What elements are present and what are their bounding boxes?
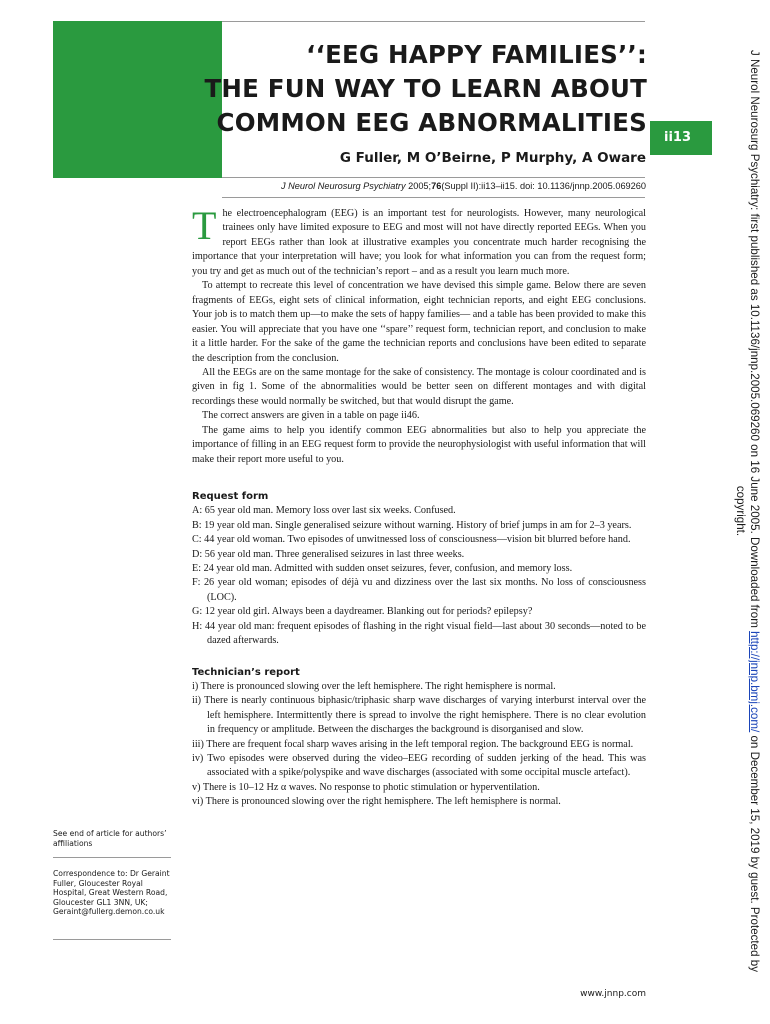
sidebar-rule — [53, 857, 171, 858]
list-item: E: 24 year old man. Admitted with sudden onset seizures, fever, confusion, and memory loss. — [192, 562, 573, 574]
list-item: B: 19 year old man. Single generalised seizure without warning. History of brief jumps in am for 2–3 years. — [192, 519, 632, 531]
list-item: v) There is 10–12 Hz α waves. No response to photic stimulation or hyperventilation. — [192, 781, 540, 793]
technician-report-heading: Technician’s report — [192, 666, 300, 678]
correspondence-note: Correspondence to: Dr Geraint Fuller, Gloucester Royal Hospital, Great Western Road, Gloucester GL1 3NN, UK; Geraint@fullerg.demon.co.uk — [53, 869, 170, 917]
citation — [222, 181, 646, 191]
list-item: vi) There is pronounced slowing over the right hemisphere. The left hemisphere is normal. — [192, 796, 561, 808]
request-form-list — [192, 504, 646, 649]
affiliations-note: See end of article for authors’ affiliations — [53, 829, 167, 848]
article-title — [120, 38, 647, 140]
title-line-1: ‘‘EEG HAPPY FAMILIES’’: — [306, 40, 647, 69]
author-list: G Fuller, M O’Beirne, P Murphy, A Oware — [339, 150, 646, 166]
list-item: H: 44 year old man: frequent episodes of flashing in the right visual field—last about 30 seconds—noted to be dazed afterwards. — [192, 620, 646, 647]
header-top-rule — [222, 21, 645, 22]
list-item: i) There is pronounced slowing over the left hemisphere. The right hemisphere is normal. — [192, 680, 556, 692]
intro-paragraph-5: The game aims to help you identify common EEG abnormalities but also to help you appreciate the importance of filling in an EEG request form to provide the neurophysiologist with useful information that will make their report more useful to you. — [192, 424, 646, 465]
list-item: G: 12 year old girl. Always been a daydreamer. Blanking out for periods? epilepsy? — [192, 606, 533, 618]
drop-cap: T — [192, 203, 217, 248]
list-item: C: 44 year old woman. Two episodes of unwitnessed loss of consciousness—vision bit blurred before hand. — [192, 534, 631, 546]
author-rule — [222, 177, 645, 178]
list-item: iii) There are frequent focal sharp waves arising in the left temporal region. The background EEG is normal. — [192, 738, 634, 750]
intro-paragraph-4: The correct answers are given in a table on page ii46. — [202, 410, 420, 422]
intro-paragraph-2: To attempt to recreate this level of concentration we have devised this simple game. Below there are seven fragments of EEGs, eight sets of clinical information, eight technician reports, and eight EEG conclusions. Your job is to match them up—to make the sets of happy families— and a table has been provided to make this easier. You will appreciate that you have one ‘‘spare’’ request form, technician report, and conclusion to make it a little harder. For the sake of the game the technician reports and conclusions have been edited to separate the description from the conclusion. — [192, 280, 646, 364]
list-item: A: 65 year old man. Memory loss over last six weeks. Confused. — [192, 505, 456, 517]
intro-paragraph-3: All the EEGs are on the same montage for the sake of consistency. The montage is colour coordinated and is given in fig 1. Some of the abnormalities would be better seen on different montages and with digital recordings these would normally be switched, but that would disrupt the game. — [192, 366, 646, 407]
list-item: D: 56 year old man. Three generalised seizures in last three weeks. — [192, 548, 465, 560]
citation-volume: 76 — [431, 181, 442, 191]
margin-copyright-notice: J Neurol Neurosurg Psychiatry: first published as 10.1136/jnnp.2005.069260 on 16 June 2005. Downloaded from http://jnnp.bmj.com/ on December 15, 2019 by guest. Protected by copyright. — [734, 49, 761, 973]
title-line-2: THE FUN WAY TO LEARN ABOUT — [204, 74, 647, 103]
article-body — [192, 203, 646, 810]
intro-paragraph-1: The electroencephalogram (EEG) is an important test for neurologists. However, many neurological trainees only have limited exposure to EEG and most will not have directly reported EEGs. When you report EEGs rather than look at illustrative examples you concentrate much harder recognising the importance that your interpretation will have; you look for what information you can from the request form; you try and get as much out of the technician’s report – and as a result you learn much more. — [192, 203, 646, 277]
citation-pages-doi: (Suppl II):ii13–ii15. doi: 10.1136/jnnp.2005.069260 — [441, 181, 646, 191]
citation-rule — [222, 197, 645, 198]
technician-report-list — [192, 680, 646, 810]
download-link[interactable]: http://jnnp.bmj.com/ — [748, 631, 761, 733]
list-item: F: 26 year old woman; episodes of déjà vu and dizziness over the last six months. No loss of consciousness (LOC). — [192, 577, 646, 603]
sidebar-rule-bottom — [53, 939, 171, 940]
list-item: iv) Two episodes were observed during the video–EEG recording of sudden jerking of the head. This was associated with a spike/polyspike and wave discharges (associated with some occipital muscle artefact). — [192, 752, 646, 779]
list-item: ii) There is nearly continuous biphasic/triphasic sharp wave discharges of varying interburst interval over the left hemisphere. Intermittently there is spread to involve the right hemisphere. There is no clear evolution in frequency or amplitude. Between the discharges the background is disorganised and slow. — [192, 695, 646, 736]
footer-url: www.jnnp.com — [580, 989, 646, 999]
citation-journal: J Neurol Neurosurg Psychiatry — [280, 181, 406, 191]
citation-year: 2005; — [405, 181, 432, 191]
request-form-heading: Request form — [192, 491, 269, 503]
title-line-3: COMMON EEG ABNORMALITIES — [216, 108, 647, 137]
page-number-badge: ii13 — [650, 121, 712, 155]
